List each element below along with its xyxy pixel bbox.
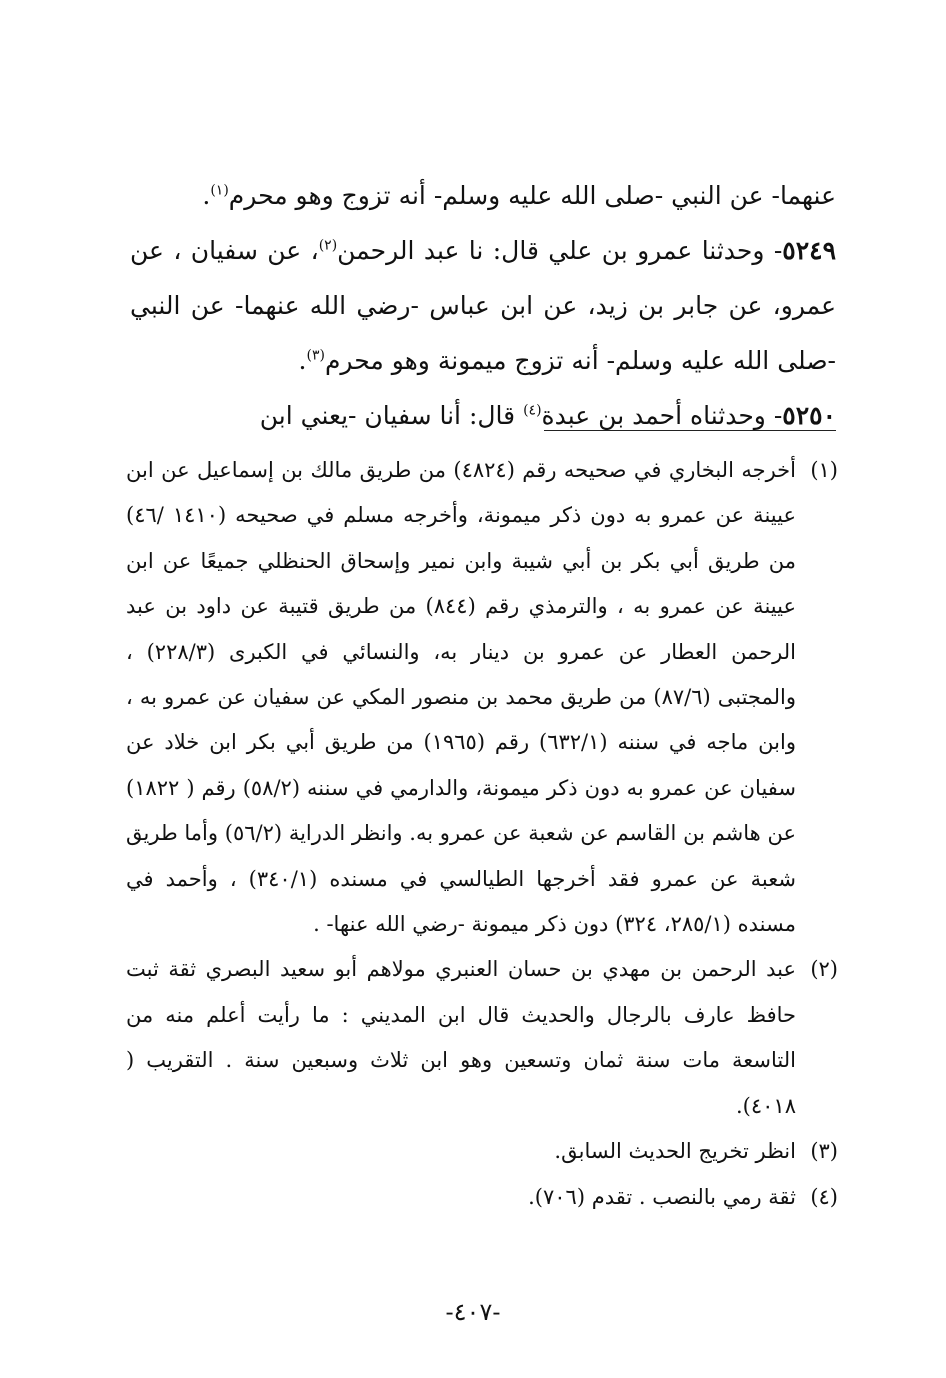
footnote-marker: (٤) xyxy=(810,1184,838,1209)
footnote xyxy=(126,1129,838,1174)
footnote-marker: (٣) xyxy=(810,1139,838,1164)
footnote-ref-1[interactable]: (١) xyxy=(210,182,229,199)
footnote-marker: (٢) xyxy=(810,957,838,982)
hadith-5250: ٥٢٥٠- وحدثناه أحمد بن عبدة$^{(٤)}$ قال: أنا سفيان -يعني ابن xyxy=(259,401,836,430)
footnotes xyxy=(126,448,838,1220)
footnote-text: ثقة رمي بالنصب . تقدم (٧٠٦). xyxy=(528,1184,796,1209)
footnote-ref-3[interactable]: (٣) xyxy=(306,347,325,364)
main-text xyxy=(130,168,836,443)
footnote xyxy=(126,448,838,947)
footnote xyxy=(126,1175,838,1220)
footnote xyxy=(126,947,838,1129)
hadith-continuation: عنهما- عن النبي -صلى الله عليه وسلم- أنه تزوج وهو محرم$^{(١)}$. xyxy=(202,181,836,210)
footnote-text: عبد الرحمن بن مهدي بن حسان العنبري مولاهم أبو سعيد البصري ثقة ثبت حافظ عارف بالرجال والحديث قال ابن المديني : ما رأيت أعلم منه من التاسعة مات سنة ثمان وتسعين وهو ابن ثلاث وسبعين سنة . التقريب ( ٤٠١٨). xyxy=(126,957,796,1118)
footnote-ref-2[interactable]: (٢) xyxy=(318,237,338,254)
footnote-ref-4[interactable]: (٤) xyxy=(523,402,542,419)
hadith-number: ٥٢٤٩ xyxy=(782,236,837,265)
footnote-text: انظر تخريج الحديث السابق. xyxy=(554,1139,796,1164)
hadith-number: ٥٢٥٠ xyxy=(782,401,836,430)
page-number: -٤٠٧- xyxy=(445,1298,501,1326)
hadith-5249: ٥٢٤٩- وحدثنا عمرو بن علي قال: نا عبد الرحمن$^{(٢)}$، عن سفيان ، عن عمرو، عن جابر بن زيد، عن ابن عباس -رضي الله عنهما- عن النبي -صلى الله عليه وسلم- أنه تزوج ميمونة وهو محرم$^{(٣)}$. xyxy=(130,236,837,375)
footnote-text: أخرجه البخاري في صحيحه رقم (٤٨٢٤) من طريق مالك بن إسماعيل عن ابن عيينة عن عمرو به دون ذكر ميمونة، وأخرجه مسلم في صحيحه (١٤١٠ /٤٦) من طريق أبي بكر بن أبي شيبة وابن نمير وإسحاق الحنظلي جميعًا عن ابن عيينة عن عمرو به ، والترمذي رقم (٨٤٤) من طريق قتيبة عن داود بن عبد الرحمن العطار عن عمرو بن دينار به، والنسائي في الكبرى (٢٢٨/٣) ، والمجتبى (٨٧/٦) من طريق محمد بن منصور المكي عن سفيان عن عمرو به ، وابن ماجه في سننه (٦٣٢/١) رقم (١٩٦٥) من طريق أبي بكر ابن خلاد عن سفيان عن عمرو به دون ذكر ميمونة، والدارمي في سننه (٥٨/٢) رقم ( ١٨٢٢) عن هاشم بن القاسم عن شعبة عن عمرو به. وانظر الدراية (٥٦/٢) وأما طريق شعبة عن عمرو فقد أخرجها الطيالسي في مسنده (٣٤٠/١) ، وأحمد في مسنده (٢٨٥/١، ٣٢٤) دون ذكر ميمونة -رضي الله عنها- . xyxy=(126,458,797,937)
footnote-separator xyxy=(544,430,836,431)
footnote-marker: (١) xyxy=(810,458,838,482)
